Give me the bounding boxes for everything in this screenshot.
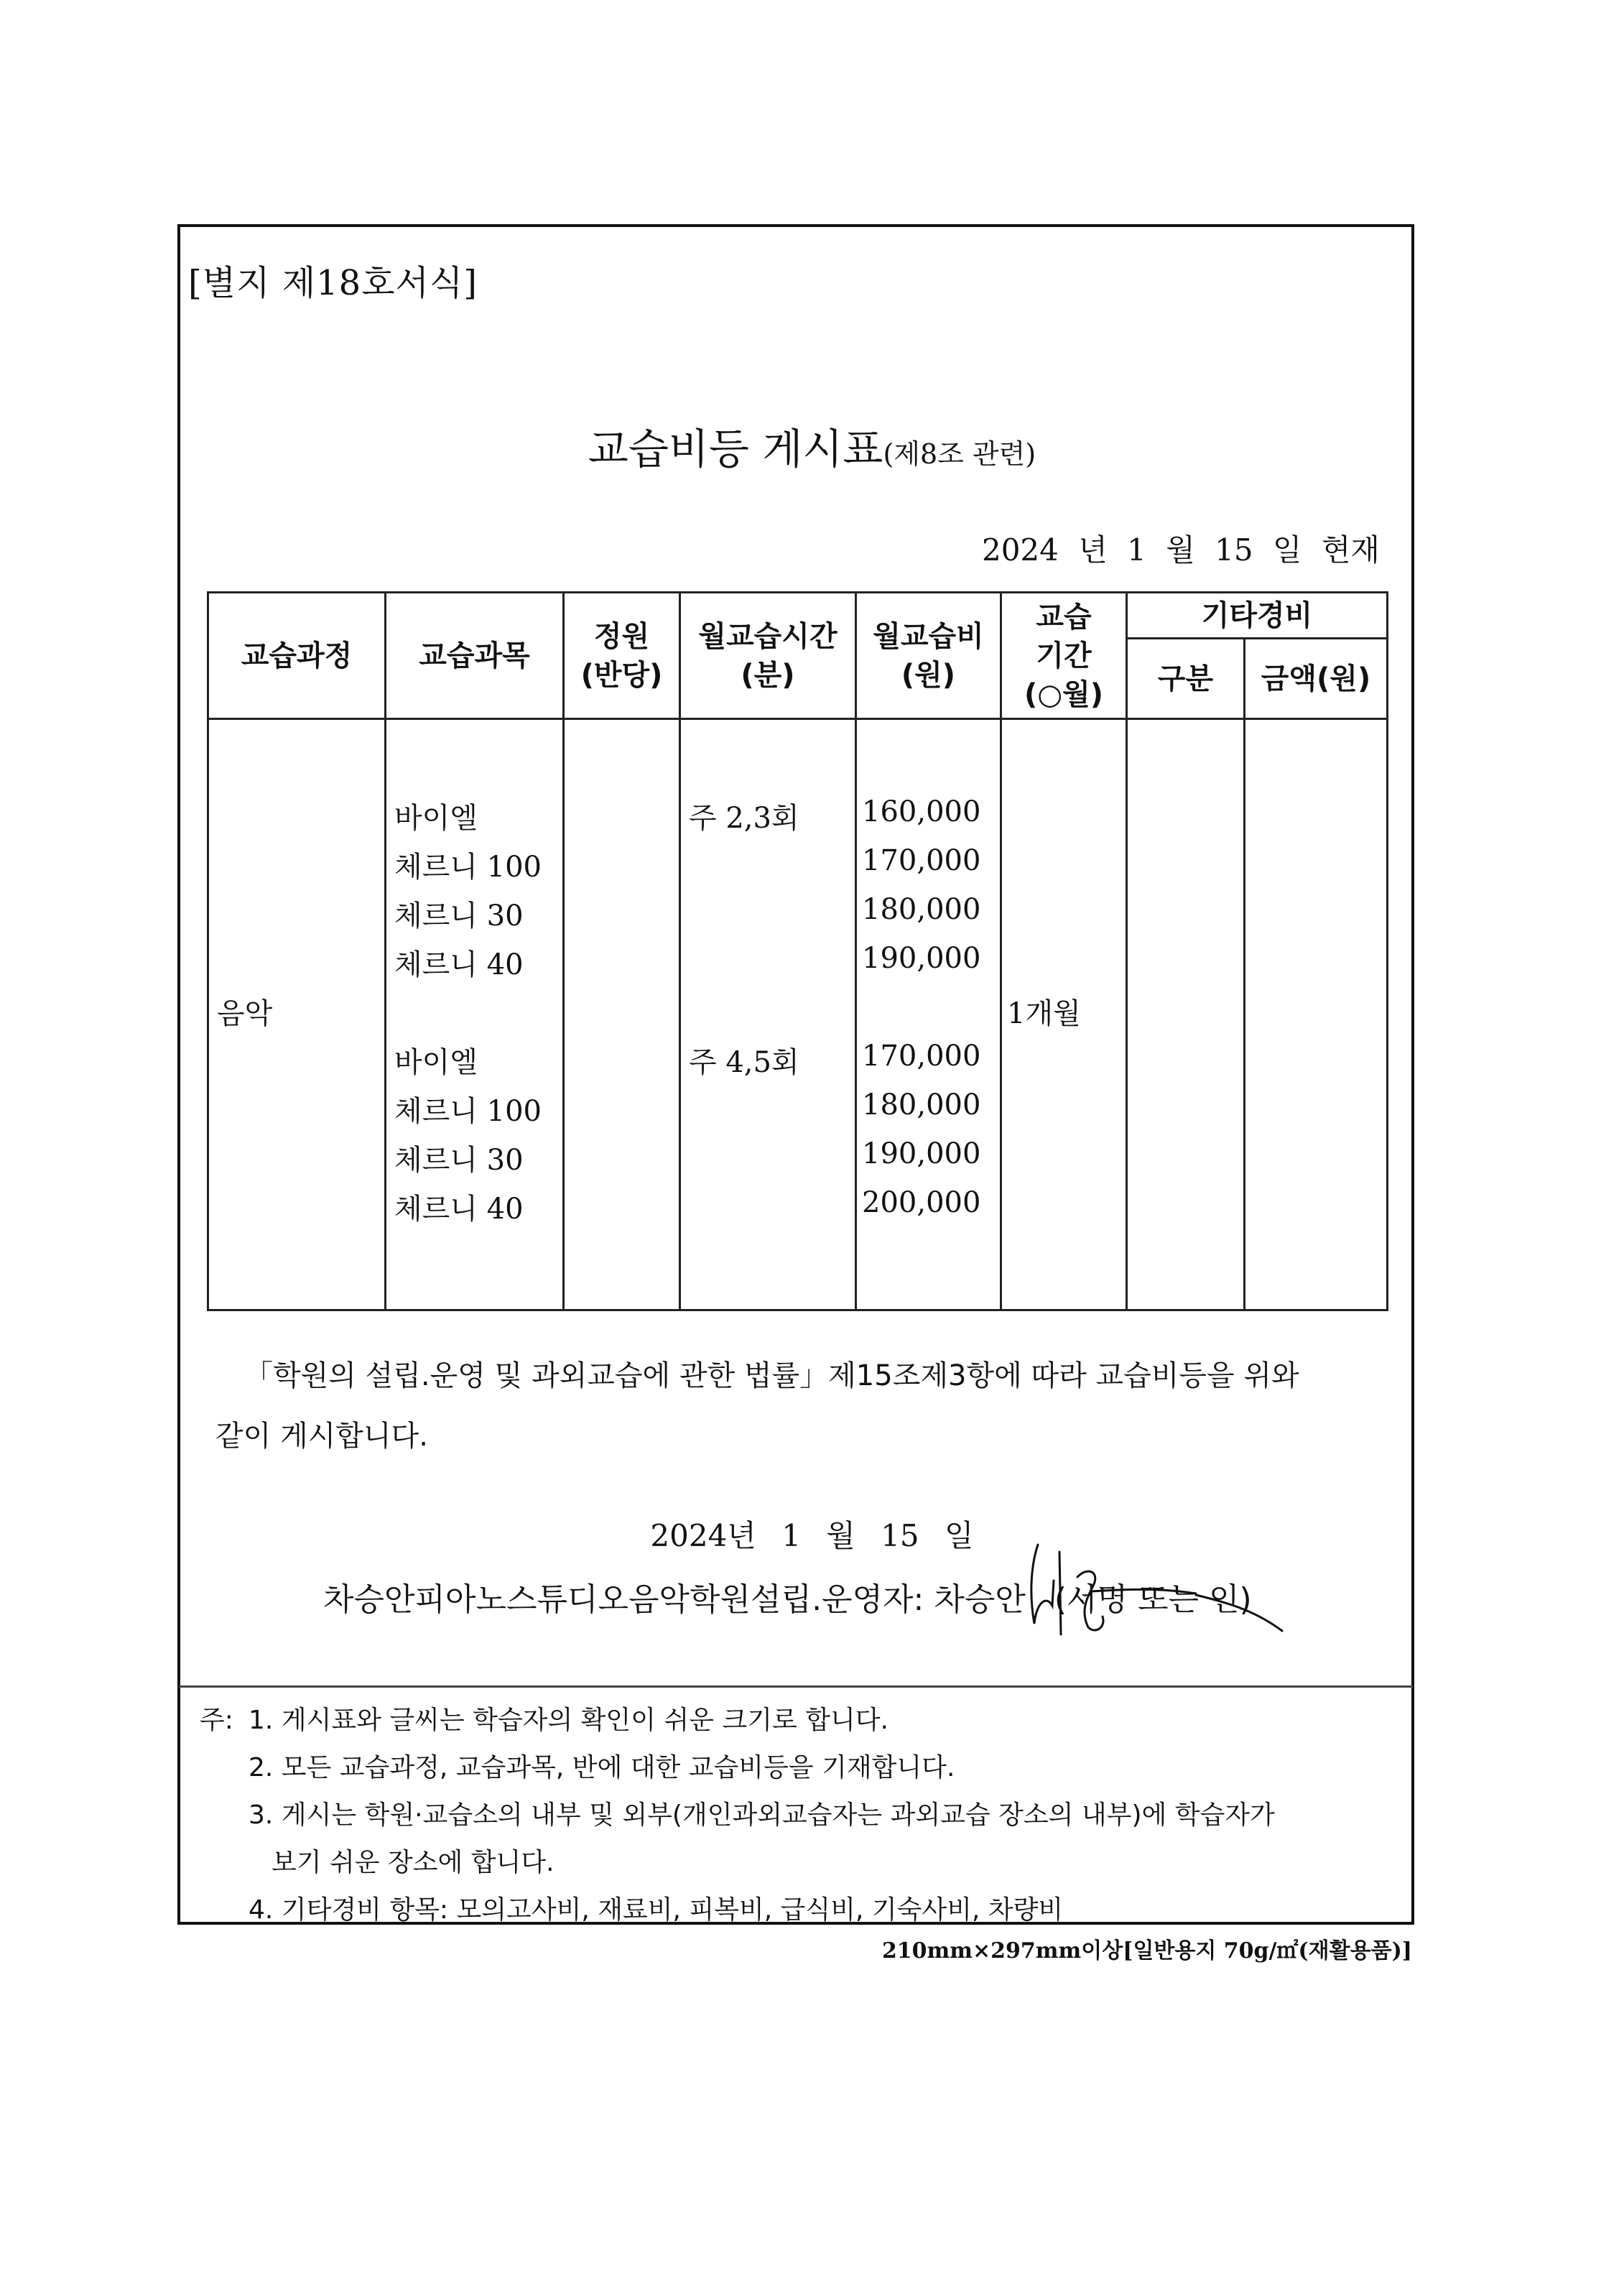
subject-item: 체르니 40 bbox=[394, 1193, 524, 1226]
signature-stroke bbox=[1059, 1552, 1061, 1634]
header-monthly-fee bbox=[856, 593, 1001, 719]
period-cell bbox=[1001, 719, 1127, 1310]
law-statement-line2: 같이 게시합니다. bbox=[215, 1420, 428, 1453]
header-fee-l1: 월교습비 bbox=[873, 619, 984, 653]
header-hours-l1: 월교습시간 bbox=[698, 619, 837, 653]
header-capacity-l1: 정원 bbox=[593, 619, 650, 653]
fee-item: 170,000 bbox=[862, 844, 981, 877]
subject-item: 체르니 100 bbox=[394, 1095, 542, 1128]
course-name: 음악 bbox=[217, 997, 273, 1030]
notes-divider bbox=[179, 1685, 1413, 1688]
frequency-item: 주 2,3회 bbox=[689, 802, 799, 835]
other-category-cell bbox=[1127, 719, 1245, 1310]
note-text: 1. 게시표와 글씨는 학습자의 확인이 쉬운 크기로 합니다. bbox=[249, 1706, 888, 1735]
header-other-expenses: 기타경비 bbox=[1127, 593, 1388, 639]
signature-stroke bbox=[1031, 1545, 1054, 1624]
capacity-cell bbox=[564, 719, 680, 1310]
header-period-l2: 기간 bbox=[1036, 639, 1092, 672]
note-item bbox=[200, 1744, 1275, 1792]
fee-item: 170,000 bbox=[862, 1040, 981, 1073]
note-item bbox=[200, 1792, 1275, 1839]
fee-cell bbox=[856, 719, 1001, 1310]
handwritten-signature bbox=[1009, 1537, 1311, 1638]
header-fee-l2: (원) bbox=[901, 658, 956, 692]
law-statement-line1: 「학원의 설립.운영 및 과외교습에 관한 법률」제15조제3항에 따라 교습비등을 위와 bbox=[244, 1359, 1299, 1392]
header-other-category: 구분 bbox=[1127, 639, 1245, 719]
header-period bbox=[1001, 593, 1127, 719]
fee-item: 200,000 bbox=[862, 1186, 981, 1219]
header-period-l1: 교습 bbox=[1036, 600, 1092, 634]
note-item bbox=[200, 1839, 1275, 1887]
header-period-l3: (○월) bbox=[1024, 677, 1104, 711]
fee-table bbox=[207, 591, 1388, 1311]
header-monthly-hours bbox=[680, 593, 856, 719]
subject-item: 바이엘 bbox=[394, 802, 478, 835]
header-subject: 교습과목 bbox=[386, 593, 564, 719]
period-value: 1개월 bbox=[1007, 997, 1081, 1030]
header-capacity bbox=[564, 593, 680, 719]
fee-item: 180,000 bbox=[862, 1088, 981, 1121]
note-item bbox=[200, 1887, 1275, 1934]
fee-item: 190,000 bbox=[862, 942, 981, 975]
law-statement bbox=[215, 1346, 1386, 1466]
form-number: [별지 제18호서식] bbox=[188, 263, 478, 303]
course-cell bbox=[208, 719, 386, 1310]
header-course: 교습과정 bbox=[208, 593, 386, 719]
subject-item: 체르니 30 bbox=[394, 899, 524, 933]
signature-stroke bbox=[1092, 1589, 1196, 1594]
subject-item: 체르니 30 bbox=[394, 1144, 524, 1177]
frequency-item: 주 4,5회 bbox=[689, 1046, 799, 1079]
as-of-date: 2024 년 1 월 15 일 현재 bbox=[981, 532, 1380, 568]
signature-date: 2024년 1 월 15 일 bbox=[650, 1518, 974, 1553]
title-main: 교습비등 게시표 bbox=[588, 425, 883, 473]
note-text: 보기 쉬운 장소에 합니다. bbox=[272, 1848, 555, 1877]
fee-item: 190,000 bbox=[862, 1137, 981, 1170]
subject-item: 바이엘 bbox=[394, 1046, 478, 1079]
title-sub: (제8조 관련) bbox=[883, 438, 1036, 470]
subject-cell bbox=[386, 719, 564, 1310]
subject-item: 체르니 40 bbox=[394, 948, 524, 981]
signature-stroke bbox=[1077, 1571, 1103, 1630]
signature-stroke bbox=[1196, 1595, 1282, 1631]
page-title bbox=[0, 415, 1624, 476]
hours-cell bbox=[680, 719, 856, 1310]
fee-item: 180,000 bbox=[862, 893, 981, 926]
paper-spec: 210mm×297mm이상[일반용지 70g/㎡(재활용품)] bbox=[881, 1938, 1412, 1964]
header-hours-l2: (분) bbox=[741, 658, 795, 692]
sign-note: (서명 또는 인) bbox=[1054, 1581, 1252, 1618]
operator-name: 차승안피아노스튜디오음악학원설립.운영자: 차승안 bbox=[323, 1581, 1026, 1618]
notes-section bbox=[200, 1697, 1275, 1934]
header-other-amount: 금액(원) bbox=[1245, 639, 1388, 719]
header-capacity-l2: (반당) bbox=[580, 658, 663, 692]
note-text: 2. 모든 교습과정, 교습과목, 반에 대한 교습비등을 기재합니다. bbox=[249, 1753, 955, 1782]
notes-label: 주: bbox=[200, 1706, 233, 1735]
subject-item: 체르니 100 bbox=[394, 851, 542, 884]
note-item bbox=[200, 1697, 1275, 1744]
fee-item: 160,000 bbox=[862, 795, 981, 828]
other-amount-cell bbox=[1245, 719, 1388, 1310]
note-text: 3. 게시는 학원·교습소의 내부 및 외부(개인과외교습자는 과외교습 장소의 내부)에 학습자가 bbox=[249, 1800, 1275, 1830]
note-text: 4. 기타경비 항목: 모의고사비, 재료비, 피복비, 급식비, 기숙사비, 차량비 bbox=[249, 1895, 1064, 1925]
